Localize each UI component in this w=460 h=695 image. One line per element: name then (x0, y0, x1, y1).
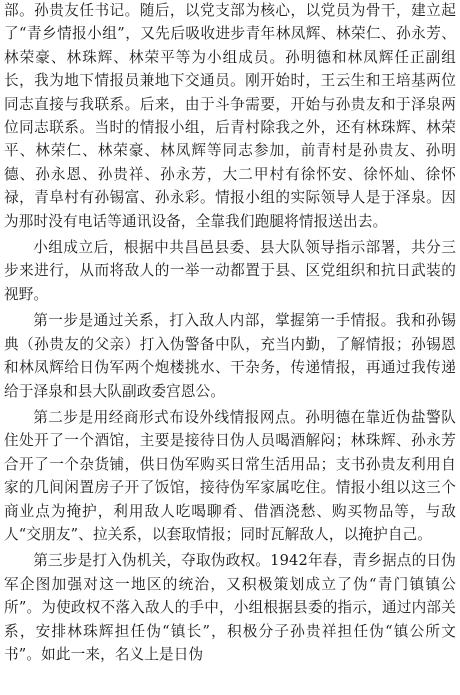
paragraph-step-one: 第一步是通过关系，打入敌人内部，掌握第一手情报。我和孙锡典（孙贵友的父亲）打入伪警备中队，充当内勤，了解情报；孙锡恩和林凤辉给日伪军两个炮楼挑水、干杂务，传递情报，再通过我传递给于泽泉和县大队副政委宫恩公。 (4, 312, 456, 400)
paragraph-continuation: 部。孙贵友任书记。随后，以党支部为核心，以党员为骨干，建立起了“青乡情报小组”，又先后吸收进步青年林凤辉、林荣仁、孙永芳、林荣豪、林珠辉、林荣平等为小组成员。孙明德和林凤辉任正副组长，我为地下情报员兼地下交通员。刚开始时，王云生和王培基两位同志直接与我联系。后来，由于斗争需要，开始与孙贵友和于泽泉两位同志联系。当时的情报小组，后青村除我之外，还有林珠辉、林荣平、林荣仁、林荣豪、林凤辉等同志参加，前青村是孙贵友、孙明德、孙永恩、孙贵祥、孙永芳，大二甲村有徐怀安、徐怀灿、徐怀禄，青阜村有孙锡富、孙永彩。情报小组的实际领导人是于泽泉。因为那时没有电话等通讯设备，全靠我们跑腿将情报送出去。 (4, 2, 456, 230)
document-page (4, 0, 456, 695)
paragraph-step-two: 第二步是用经商形式布设外线情报网点。孙明德在靠近伪盐警队住处开了一个酒馆，主要是接待日伪人员喝酒解闷；林珠辉、孙永芳合开了一个杂货铺，供日伪军购买日常生活用品；支书孙贵友利用自家的几间闲置房子开了饭馆，接待伪军家属吃住。情报小组以这三个商业点为掩护，利用敌人吃喝聊肴、借酒浇愁、购买物品等，与敌人“交朋友”、拉关系，以套取情报；同时瓦解敌人，以掩护自己。 (4, 408, 456, 543)
paragraph-group-founding: 小组成立后，根据中共昌邑县委、县大队领导指示部署，共分三步来进行，从而将敌人的一举一动都置于县、区党组织和抗日武装的视野。 (4, 239, 456, 303)
paragraph-step-three: 第三步是打入伪机关，夺取伪政权。1942年春，青乡据点的日伪军企图加强对这一地区的统治，又积极策划成立了伪“青门镇镇公所”。为使政权不落入敌人的手中，小组根据县委的指示，通过内部关系，安排林珠辉担任伪“镇长”，积极分子孙贵祥担任伪“镇公所文书”。如此一来，名义上是日伪 (4, 552, 456, 663)
